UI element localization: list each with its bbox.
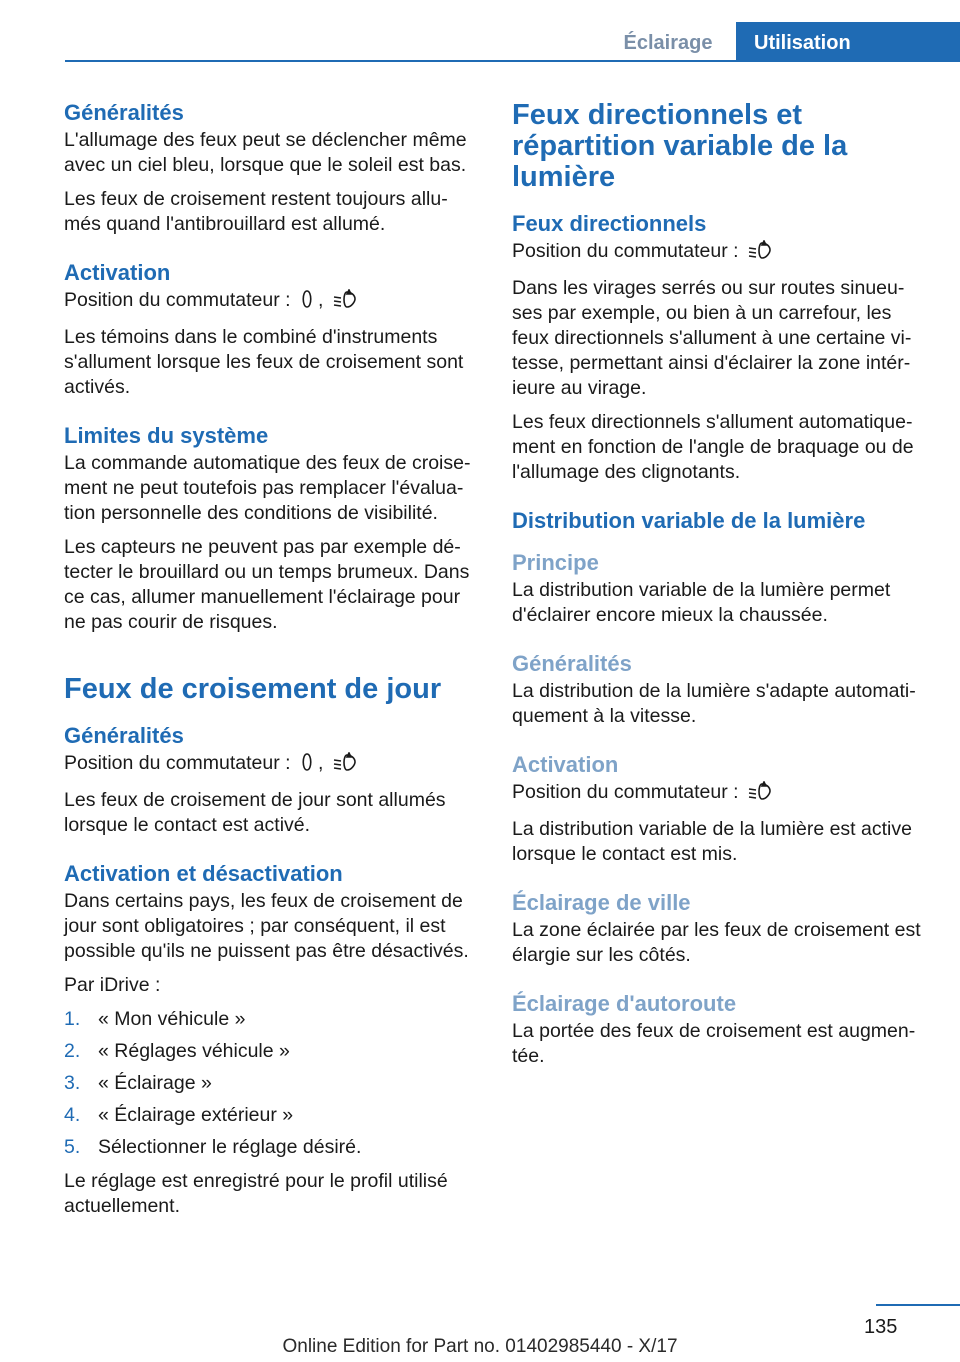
switch-position-line: Position du commutateur : , [64, 288, 479, 316]
paragraph: La distribution variable de la lumière permet d'éclairer encore mieux la chaussée. [512, 579, 891, 626]
left-column [64, 100, 479, 1228]
switch-position-line [512, 780, 930, 808]
paragraph: Le réglage est enregistré pour le profil utilisé actuellement. [64, 1170, 448, 1217]
low-beam-auto-icon [747, 781, 773, 808]
heading-distribution-variable: Distribution variable de la lumière [512, 508, 866, 533]
page-header [0, 0, 960, 62]
low-beam-auto-icon [332, 752, 358, 779]
switch-position-label: Position du commutateur : [64, 752, 291, 774]
paragraph: Par iDrive : [64, 974, 161, 996]
heading-feux-directionnels: Feux directionnels [512, 211, 707, 236]
list-item: 2. « Réglages véhicule » [64, 1040, 290, 1062]
heading-principe: Principe [512, 550, 599, 575]
list-item: 4. « Éclairage extérieur » [64, 1104, 294, 1126]
list-item: 1. « Mon véhicule » [64, 1008, 246, 1030]
idrive-steps-list [64, 1007, 479, 1160]
switch-position-label: Position du commutateur : [64, 289, 291, 311]
heading-activation-desactivation: Activation et désactivation [64, 861, 343, 886]
header-section-title: Éclairage [623, 32, 713, 54]
paragraph: Les feux directionnels s'allument automatique‐ ment en fonction de l'angle de braquage ou de l'allumage des clignotants. [512, 411, 914, 483]
paragraph: Dans les virages serrés ou sur routes sinueu‐ ses par exemple, ou bien à un carrefour, les feux directionnels s'allument à une certaine vi‐ tesse, permettant ainsi d'éclairer la zone intér‐ ieure au virage. [512, 277, 912, 399]
switch-position-label: Position du commutateur : [512, 781, 739, 803]
auto-headlight-icon [299, 752, 315, 779]
paragraph: Dans certains pays, les feux de croisement de jour sont obligatoires ; par conséquent, il est possible qu'ils ne puissent pas être désactivés. [64, 890, 469, 962]
paragraph: Les capteurs ne peuvent pas par exemple dé‐ tecter le brouillard ou un temps brumeux. Dans ce cas, allumer manuellement l'éclairage pour ne pas courir de risques. [64, 536, 470, 633]
heading-activation: Activation [64, 260, 171, 285]
low-beam-auto-icon [747, 240, 773, 267]
paragraph: La portée des feux de croisement est augmen‐ tée. [512, 1020, 916, 1067]
heading-feux-jour: Feux de croisement de jour [64, 673, 442, 705]
heading-limites: Limites du système [64, 423, 269, 448]
paragraph: La commande automatique des feux de croise‐ ment ne peut toutefois pas remplacer l'évalua‐ tion personnelle des conditions de visibilité. [64, 452, 471, 524]
paragraph: L'allumage des feux peut se déclencher même avec un ciel bleu, lorsque que le soleil est bas. [64, 129, 467, 176]
heading-generalites-distrib: Généralités [512, 651, 632, 676]
paragraph: La distribution variable de la lumière est active lorsque le contact est mis. [512, 818, 912, 865]
list-item: 5. Sélectionner le réglage désiré. [64, 1136, 362, 1158]
heading-eclairage-ville: Éclairage de ville [512, 890, 691, 915]
heading-activation-distrib: Activation [512, 752, 619, 777]
heading-generalites-jour: Généralités [64, 723, 184, 748]
right-column [512, 100, 930, 1078]
switch-position-line [512, 239, 930, 267]
edition-footer: Online Edition for Part no. 01402985440 - X/17 [282, 1336, 678, 1357]
paragraph: Les feux de croisement de jour sont allumés lorsque le contact est activé. [64, 789, 446, 836]
heading-feux-directionnels-repartition: Feux directionnels et répartition variable de la lumière [512, 99, 848, 193]
page-number: 135 [864, 1316, 898, 1338]
header-chapter-tab: Utilisation [736, 22, 960, 62]
paragraph: Les témoins dans le combiné d'instruments s'allument lorsque les feux de croisement sont activés. [64, 326, 464, 398]
auto-headlight-icon [299, 289, 315, 316]
paragraph: La distribution de la lumière s'adapte automati‐ quement à la vitesse. [512, 680, 916, 727]
low-beam-auto-icon [332, 289, 358, 316]
paragraph: Les feux de croisement restent toujours allu‐ més quand l'antibrouillard est allumé. [64, 188, 448, 235]
footer-rule [876, 1304, 960, 1306]
switch-position-label: Position du commutateur : [512, 240, 739, 262]
header-rule [65, 60, 960, 62]
heading-eclairage-autoroute: Éclairage d'autoroute [512, 991, 737, 1016]
heading-generalites: Généralités [64, 100, 184, 125]
paragraph: La zone éclairée par les feux de croisement est élargie sur les côtés. [512, 919, 921, 966]
switch-position-line: Position du commutateur : , [64, 751, 479, 779]
list-item: 3. « Éclairage » [64, 1072, 212, 1094]
